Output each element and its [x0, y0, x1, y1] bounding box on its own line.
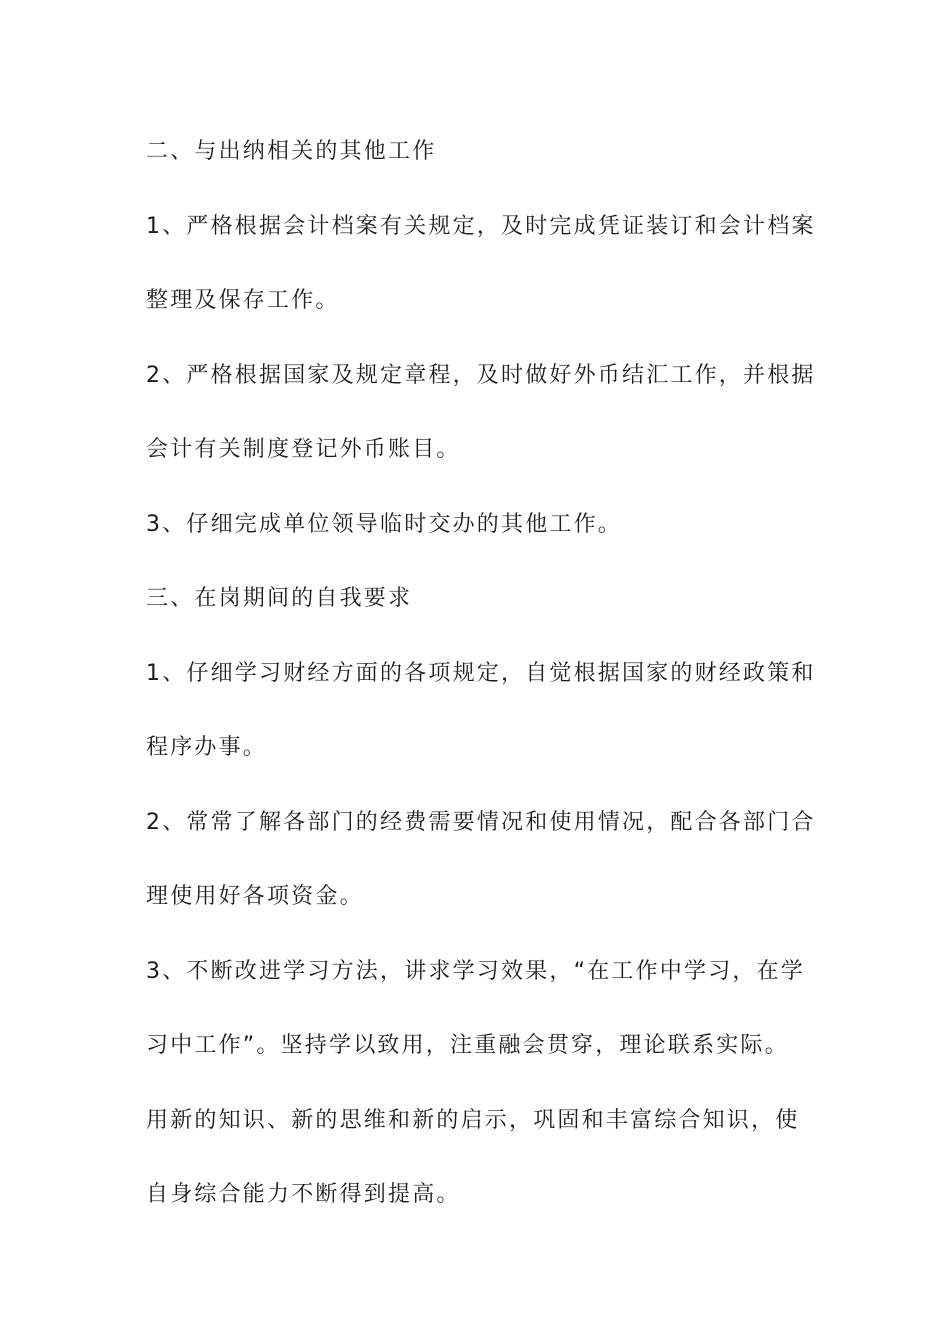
paragraph-line: 自身综合能力不断得到提高。	[146, 1182, 461, 1207]
paragraph-line: 2、严格根据国家及规定章程，及时做好外币结汇工作，并根据	[146, 362, 816, 388]
paragraph-line: 1、严格根据会计档案有关规定，及时完成凭证装订和会计档案	[146, 213, 816, 239]
paragraph-line: 3、仔细完成单位领导临时交办的其他工作。	[146, 511, 622, 537]
paragraph-line: 3、不断改进学习方法，讲求学习效果，“在工作中学习，在学	[146, 958, 805, 984]
paragraph-line: 程序办事。	[146, 735, 268, 760]
paragraph-line: 用新的知识、新的思维和新的启示，巩固和丰富综合知识，使	[146, 1107, 800, 1133]
section-heading: 三、在岗期间的自我要求	[146, 586, 413, 611]
paragraph-line: 理使用好各项资金。	[146, 884, 364, 909]
paragraph-line: 1、仔细学习财经方面的各项规定，自觉根据国家的财经政策和	[146, 660, 816, 686]
paragraph-line: 2、常常了解各部门的经费需要情况和使用情况，配合各部门合	[146, 809, 816, 835]
paragraph-line: 整理及保存工作。	[146, 288, 340, 313]
paragraph-line: 会计有关制度登记外币账目。	[146, 437, 461, 462]
document-body	[146, 130, 816, 1248]
paragraph-line: 习中工作”。坚持学以致用，注重融会贯穿，理论联系实际。	[146, 1033, 789, 1058]
section-heading: 二、与出纳相关的其他工作	[146, 139, 437, 164]
